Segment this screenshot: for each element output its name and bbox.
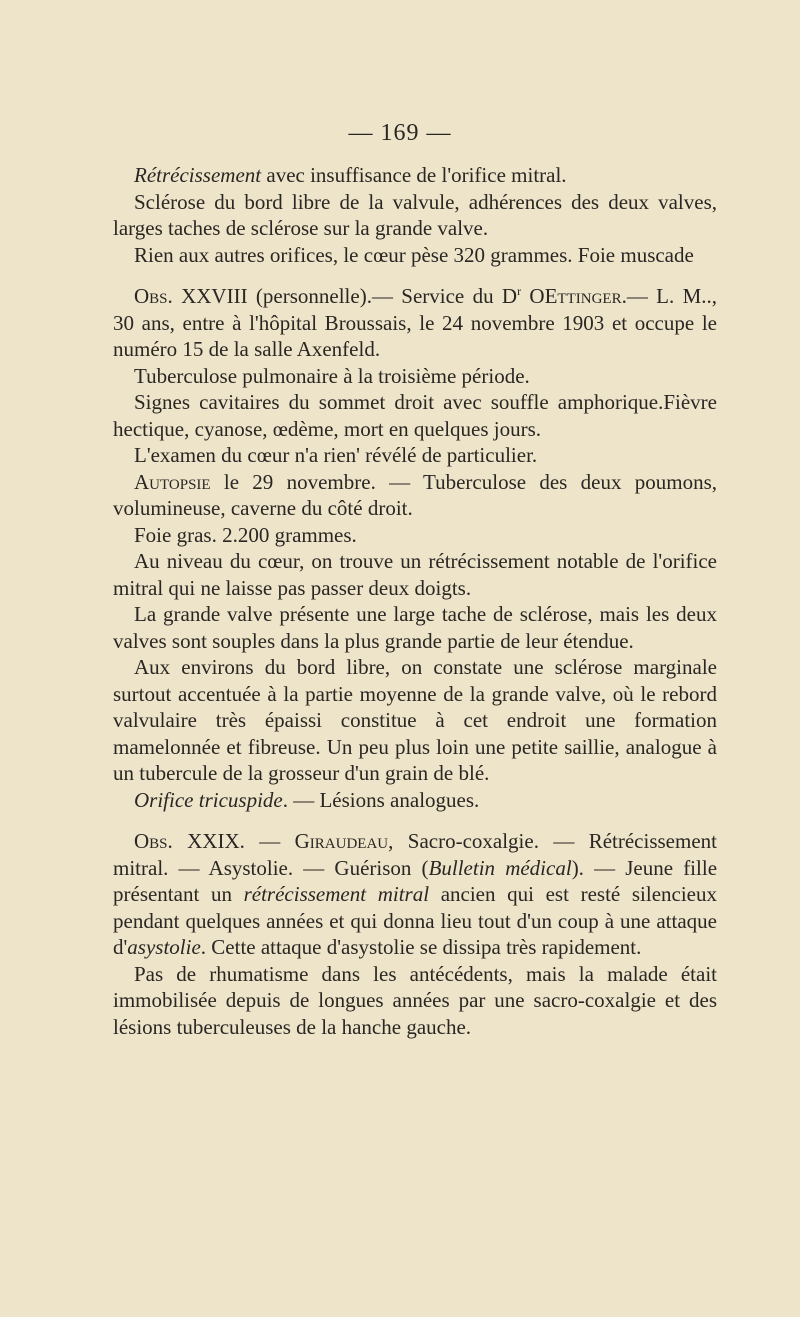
autopsy-paragraph: Autopsie le 29 novembre. — Tuberculose des deux poumons, volumineuse, caverne du côté droit. [113, 469, 717, 520]
paragraph: Au niveau du cœur, on trouve un rétrécissement notable de l'orifice mitral qui ne laisse pas passer deux doigts. [113, 549, 717, 600]
paragraph: Rien aux autres orifices, le cœur pèse 320 grammes. Foie muscade [134, 242, 694, 267]
paragraph: Rétrécissement avec insuffisance de l'orifice mitral. [134, 163, 567, 187]
paragraph: Pas de rhumatisme dans les antécédents, mais la malade était immobilisée depuis de longues années par une sacro-coxalgie et des lésions tuberculeuses de la hanche gauche. [113, 961, 717, 1039]
paragraph: L'examen du cœur n'a rien' révélé de particulier. [134, 443, 538, 467]
observation-heading-xxix: Obs. XXIX. — Giraudeau, Sacro-coxalgie. — Rétrécissement mitral. — Asystolie. — Guérison (Bulletin médical). — Jeune fille présentant un rétrécissement mitral ancien qui est resté silencieux pendant quelques années et qui donna lieu tout d'un coup à une attaque d'asystolie. Cette attaque d'asystolie se dissipa très rapidement. [113, 829, 718, 959]
paragraph: Aux environs du bord libre, on constate une sclérose marginale surtout accentuée à la partie moyenne de la grande valve, où le rebord valvulaire très épaissi constitue à cet endroit une formation mamelonnée et fibreuse. Un peu plus loin une petite saillie, analogue à un tubercule de la grosseur d'un grain de blé. [113, 655, 717, 785]
observation-heading-xxviii: Obs. XXVIII (personnelle).— Service du $D^r$ OEttinger.— L. M.., 30 ans, entre à l'hôpital Broussais, le 24 novembre 1903 et occupe le numéro 15 de la salle Axenfeld. [113, 284, 717, 361]
paragraph: Signes cavitaires du sommet droit avec souffle amphorique.Fièvre hectique, cyanose, œdème, mort en quelques jours. [113, 390, 717, 441]
italic-term: Orifice tricuspide [134, 787, 283, 812]
paragraph: Sclérose du bord libre de la valvule, adhérences des deux valves, larges taches de sclérose sur la grande valve. [113, 189, 717, 240]
paragraph: Orifice tricuspide. — Lésions analogues. [134, 787, 480, 812]
paragraph: Tuberculose pulmonaire à la troisième période. [134, 363, 530, 388]
paragraph: Foie gras. 2.200 grammes. [134, 522, 357, 547]
page-number: — 169 — [348, 120, 452, 146]
paragraph: La grande valve présente une large tache de sclérose, mais les deux valves sont souples dans la plus grande partie de leur étendue. [113, 602, 717, 653]
italic-term: Rétrécissement [134, 163, 262, 187]
body-text [113, 162, 717, 1040]
